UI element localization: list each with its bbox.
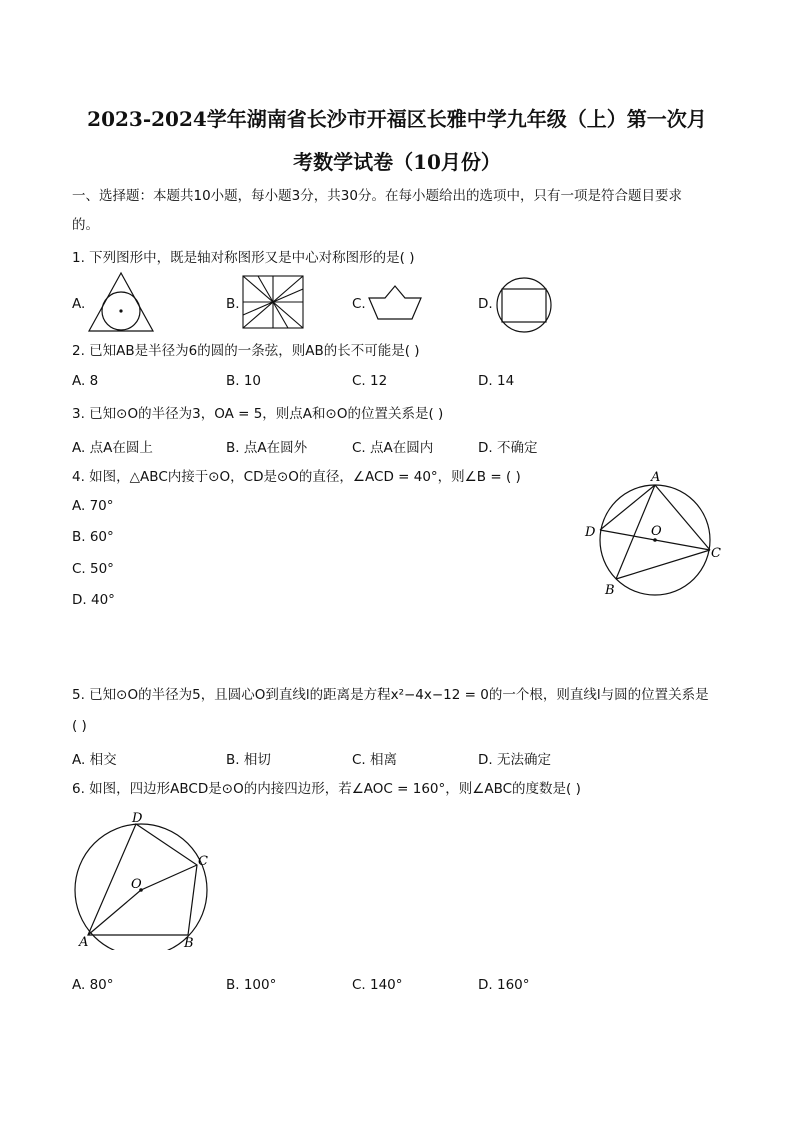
q1-figure-d-circle-rect [494,275,554,335]
section-instructions-line2: 的。 [72,217,99,233]
q3-option-a: A. 点A在圆上 [72,440,153,456]
q4-label-a: A [651,470,661,485]
question-4-stem: 4. 如图，△ABC内接于⊙O，CD是⊙O的直径，∠ACD = 40°，则∠B = ( ) [72,469,521,485]
q1-figure-a-triangle-circle [86,270,156,334]
q6-label-o: O [131,877,142,892]
question-5-stem: 5. 已知⊙O的半径为5，且圆心O到直线l的距离是方程x²−4x−12 = 0的一个根，则直线l与圆的位置关系是 [72,687,709,703]
page-title-line1: 2023-2024学年湖南省长沙市开福区长雅中学九年级（上）第一次月 [87,107,707,131]
q4-label-o: O [651,524,662,539]
section-instructions-line1: 一、选择题：本题共10小题，每小题3分，共30分。在每小题给出的选项中，只有一项是符合题目要求 [72,188,682,204]
q6-label-d: D [132,811,143,826]
question-6-stem: 6. 如图，四边形ABCD是⊙O的内接四边形，若∠AOC = 160°，则∠ABC的度数是( ) [72,781,581,797]
q6-option-b: B. 100° [226,977,277,993]
page-title-line2: 考数学试卷（10月份） [293,150,501,174]
q4-option-d: D. 40° [72,592,115,608]
q5-option-d: D. 无法确定 [478,752,551,768]
q3-option-c: C. 点A在圆内 [352,440,434,456]
q4-figure-circle-triangle [580,468,726,600]
q6-label-b: B [184,936,194,950]
q1-option-d-label: D. [478,296,493,312]
q2-option-b: B. 10 [226,373,262,389]
question-1-stem: 1. 下列图形中，既是轴对称图形又是中心对称图形的是( ) [72,250,415,266]
q2-option-d: D. 14 [478,373,515,389]
q2-option-c: C. 12 [352,373,388,389]
q1-option-c-label: C. [352,296,366,312]
q1-option-a-label: A. [72,296,86,312]
q6-option-c: C. 140° [352,977,403,993]
question-3-stem: 3. 已知⊙O的半径为3，OA = 5，则点A和⊙O的位置关系是( ) [72,406,444,422]
q4-label-d: D [585,525,596,540]
q4-option-a: A. 70° [72,498,114,514]
q6-option-a: A. 80° [72,977,114,993]
q2-option-a: A. 8 [72,373,99,389]
q6-label-a: A [79,935,89,950]
q4-label-c: C [711,546,721,561]
q5-option-b: B. 相切 [226,752,271,768]
q6-option-d: D. 160° [478,977,530,993]
q3-option-d: D. 不确定 [478,440,538,456]
q5-option-a: A. 相交 [72,752,117,768]
question-2-stem: 2. 已知AB是半径为6的圆的一条弦，则AB的长不可能是( ) [72,343,420,359]
q3-option-b: B. 点A在圆外 [226,440,308,456]
q1-figure-c-boat [366,284,426,324]
q1-figure-b-pinwheel [241,274,305,330]
q4-option-b: B. 60° [72,529,114,545]
q1-option-b-label: B. [226,296,240,312]
q6-figure-cyclic-quadrilateral [70,808,220,950]
q6-label-c: C [198,854,208,869]
q5-option-c: C. 相离 [352,752,398,768]
question-5-stem-parens: ( ) [72,718,87,734]
q4-option-c: C. 50° [72,561,114,577]
q4-label-b: B [605,583,615,598]
